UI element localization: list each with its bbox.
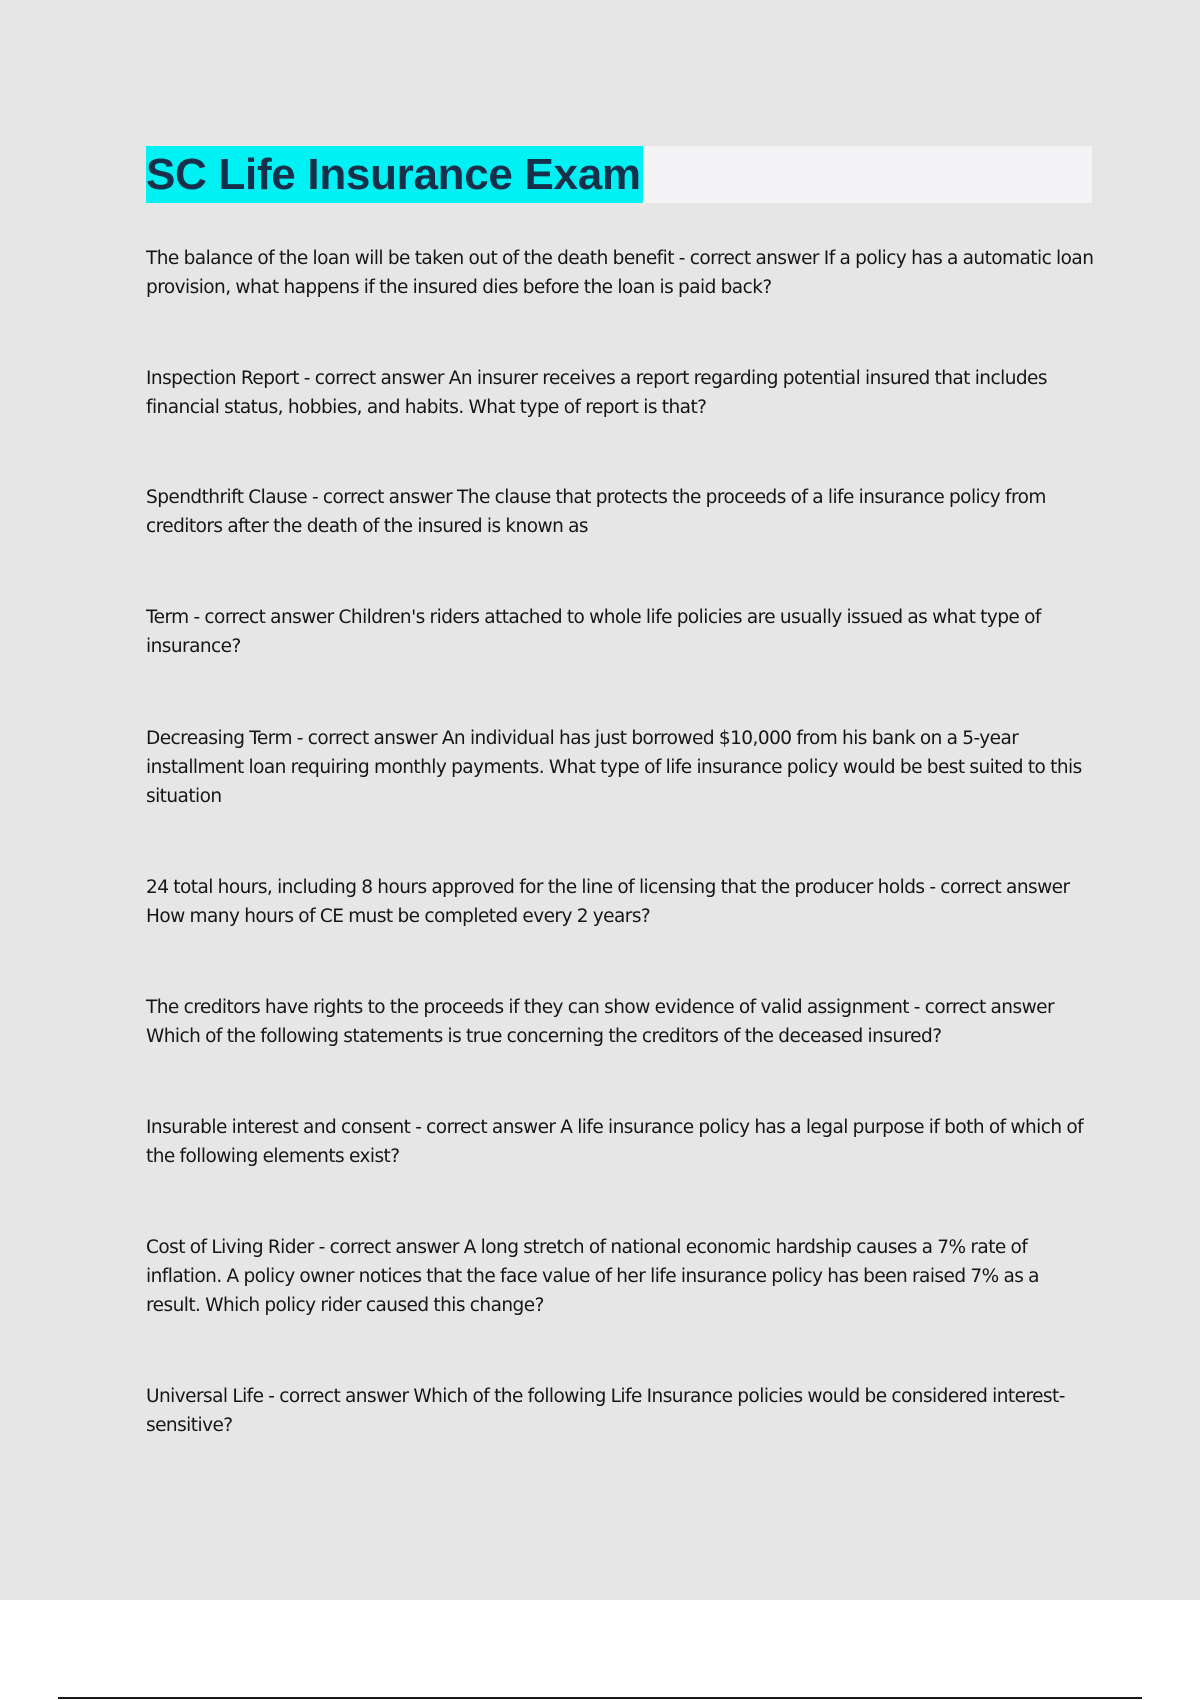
flashcard-9: Cost of Living Rider - correct answer A long stretch of national economic hardship causes a 7% rate of inflation. A policy owner notices that the face value of her life insurance policy has been raised 7% as a result. Which policy rider caused this change?	[146, 1237, 1039, 1316]
flashcard-4: Term - correct answer Children's riders attached to whole life policies are usually issued as what type of insurance?	[146, 607, 1041, 657]
flashcard-10: Universal Life - correct answer Which of the following Life Insurance policies would be considered interest-sensitive?	[146, 1386, 1065, 1436]
flashcard-3: Spendthrift Clause - correct answer The clause that protects the proceeds of a life insurance policy from creditors after the death of the insured is known as	[146, 487, 1046, 537]
flashcard-2: Inspection Report - correct answer An insurer receives a report regarding potential insured that includes financial status, hobbies, and habits. What type of report is that?	[146, 368, 1047, 418]
flashcard-6: 24 total hours, including 8 hours approved for the line of licensing that the producer holds - correct answer How many hours of CE must be completed every 2 years?	[146, 877, 1070, 927]
flashcard-5: Decreasing Term - correct answer An individual has just borrowed $10,000 from his bank on a 5-year installment loan requiring monthly payments. What type of life insurance policy would be best suited to this situation	[146, 728, 1082, 807]
document-title: SC Life Insurance Exam	[146, 146, 643, 203]
footer-divider	[58, 1697, 1142, 1699]
flashcard-7: The creditors have rights to the proceeds if they can show evidence of valid assignment - correct answer Which of the following statements is true concerning the creditors of the deceased insured?	[146, 997, 1055, 1047]
flashcard-8: Insurable interest and consent - correct answer A life insurance policy has a legal purpose if both of which of the following elements exist?	[146, 1117, 1084, 1167]
flashcard-1: The balance of the loan will be taken out of the death benefit - correct answer If a policy has a automatic loan provision, what happens if the insured dies before the loan is paid back?	[146, 248, 1094, 298]
